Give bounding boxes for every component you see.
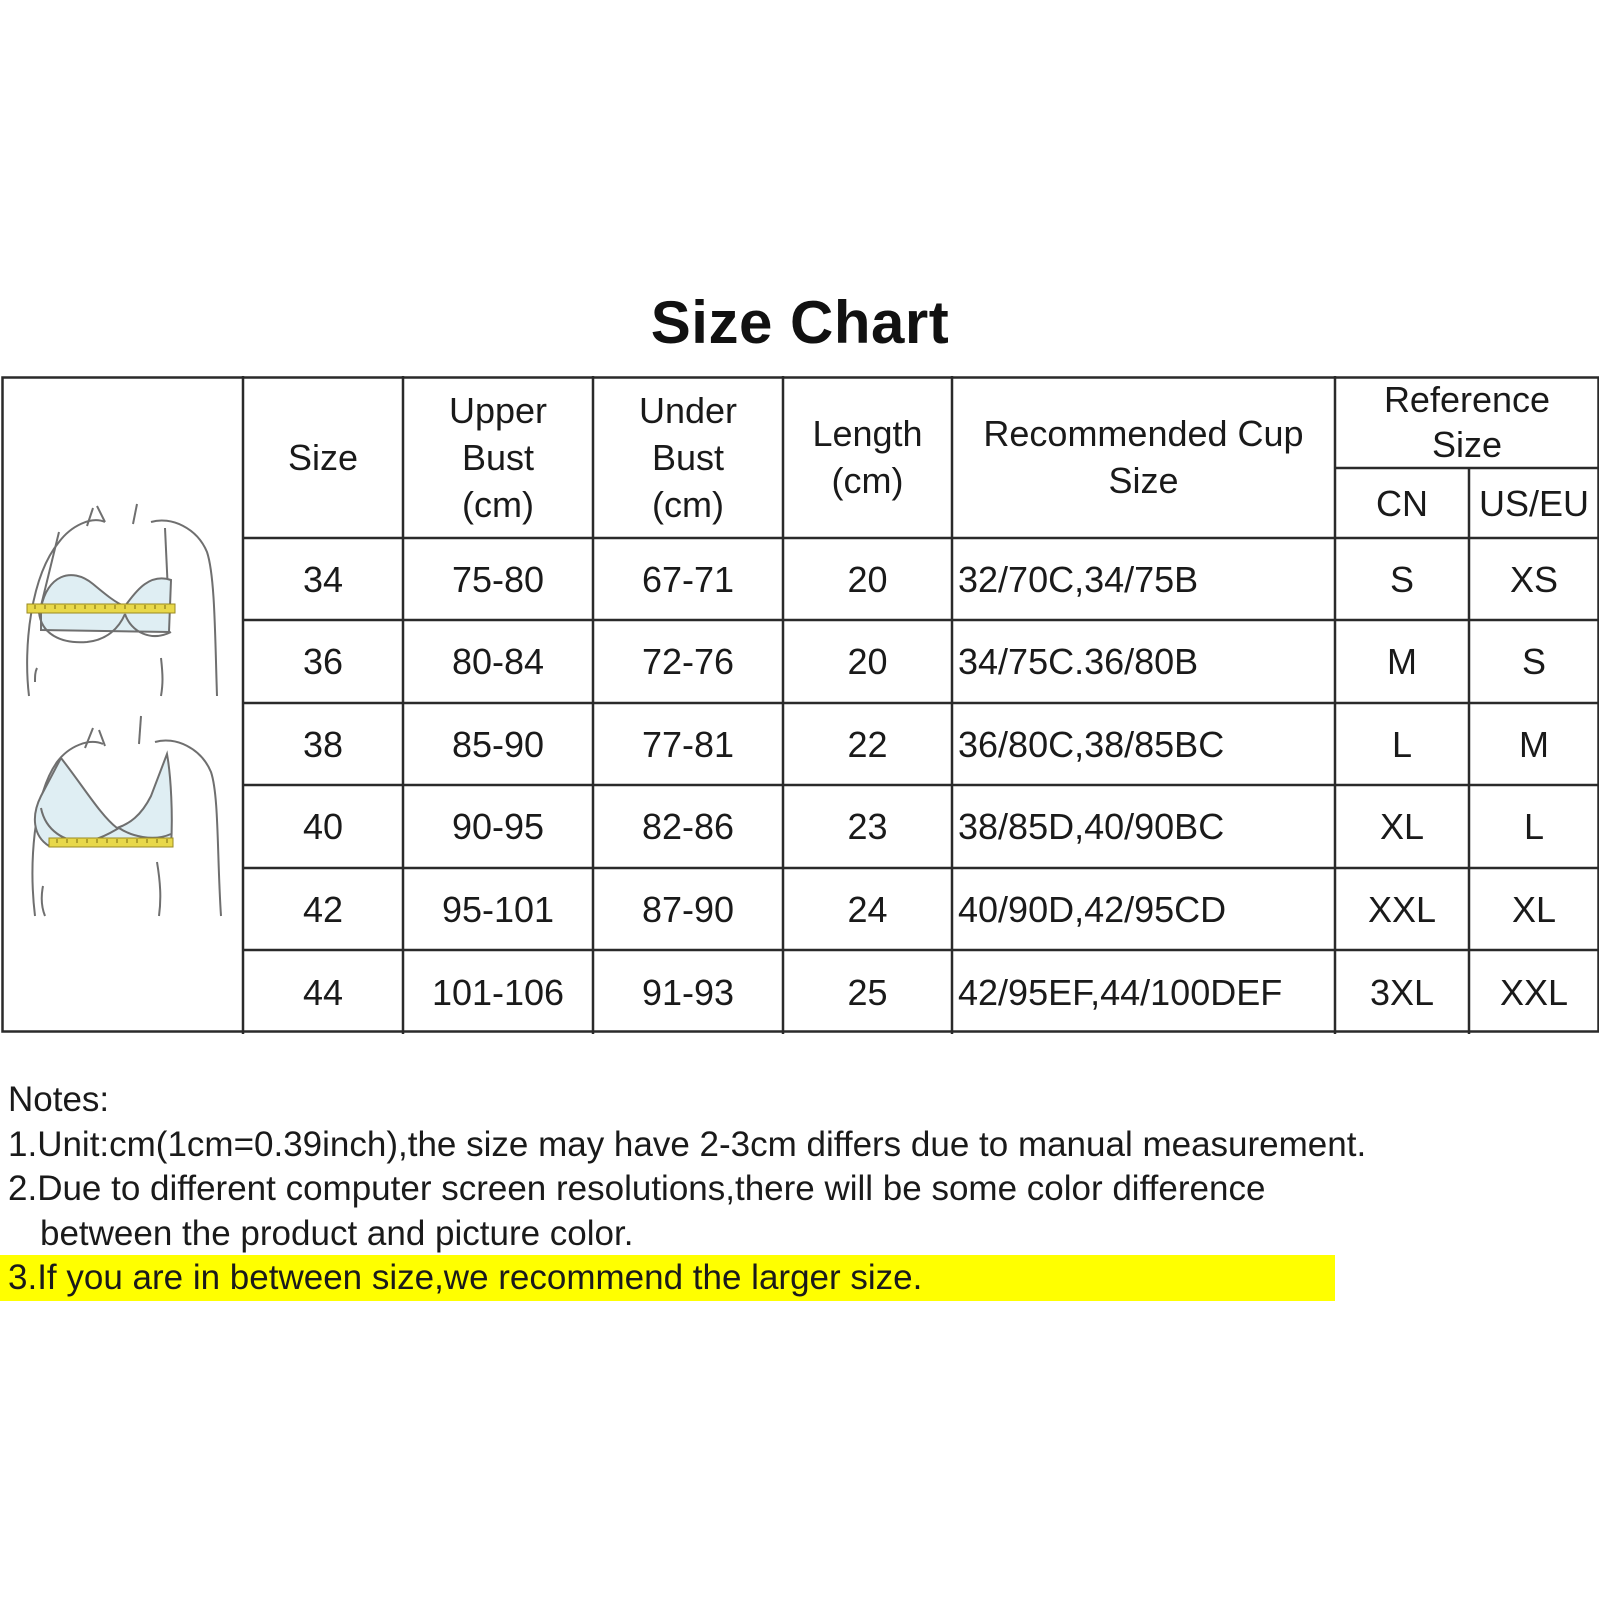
upper-tape-measure	[27, 604, 175, 613]
table-cell-cn: S	[1389, 558, 1414, 600]
table-cell-length: 22	[847, 723, 888, 765]
header-cn: CN	[1376, 482, 1428, 524]
table-cell-upper-bust: 95-101	[441, 888, 555, 930]
table-cell-cup: 36/80C,38/85BC	[958, 723, 1225, 765]
table-cell-cup: 40/90D,42/95CD	[958, 888, 1227, 930]
note-3: 3.If you are in between size,we recommend the larger size.	[8, 1258, 923, 1297]
table-cell-us-eu: M	[1519, 723, 1549, 765]
table-cell-length: 20	[847, 558, 888, 600]
header-size: Size	[287, 436, 359, 478]
table-cell-cup: 38/85D,40/90BC	[958, 806, 1225, 847]
table-cell-length: 20	[847, 641, 888, 682]
table-cell-under-bust: 91-93	[641, 971, 735, 1013]
table-cell-under-bust: 67-71	[641, 558, 735, 600]
table-cell-cup: 42/95EF,44/100DEF	[958, 971, 1283, 1013]
table-cell-size: 40	[302, 806, 344, 847]
table-cell-size: 44	[302, 971, 344, 1013]
table-cell-under-bust: 72-76	[641, 641, 735, 682]
table-cell-cn: XXL	[1367, 888, 1437, 930]
table-cell-upper-bust: 85-90	[451, 723, 545, 765]
table-cell-cup: 32/70C,34/75B	[958, 558, 1199, 600]
table-cell-cn: L	[1391, 723, 1413, 765]
table-cell-length: 24	[847, 888, 888, 930]
table-cell-size: 36	[302, 641, 344, 682]
table-cell-cup: 34/75C.36/80B	[958, 641, 1199, 682]
lower-bra-shape	[35, 754, 172, 846]
table-cell-us-eu: S	[1521, 641, 1546, 682]
measurement-illustration	[1, 376, 243, 1034]
note-1: 1.Unit:cm(1cm=0.39inch),the size may have 2-3cm differs due to manual measurement.	[8, 1124, 1367, 1164]
table-cell-upper-bust: 75-80	[451, 558, 545, 600]
header-recommended-cup-size: Recommended Cup Size	[983, 413, 1304, 501]
table-cell-upper-bust: 80-84	[451, 641, 545, 682]
header-length: Length (cm)	[812, 413, 923, 501]
table-cell-cn: M	[1387, 641, 1417, 682]
table-cell-length: 25	[847, 971, 888, 1013]
header-upper-bust: Upper Bust (cm)	[448, 389, 548, 525]
table-cell-upper-bust: 90-95	[451, 806, 545, 847]
table-cell-us-eu: L	[1523, 806, 1545, 847]
table-cell-size: 34	[302, 558, 344, 600]
size-chart-table	[1, 376, 1599, 1034]
table-cell-us-eu: XL	[1511, 888, 1557, 930]
table-cell-us-eu: XXL	[1499, 971, 1569, 1013]
note-2-continued: between the product and picture color.	[40, 1213, 634, 1253]
notes-section	[8, 1078, 1588, 1256]
page-title: Size Chart	[650, 289, 950, 356]
table-cell-us-eu: XS	[1509, 558, 1559, 600]
header-reference-size: Reference Size	[1383, 379, 1551, 465]
table-cell-under-bust: 77-81	[641, 723, 735, 765]
header-us-eu: US/EU	[1478, 482, 1590, 524]
table-cell-cn: XL	[1379, 806, 1425, 847]
table-cell-cn: 3XL	[1369, 971, 1435, 1013]
table-cell-size: 38	[302, 723, 344, 765]
table-cell-upper-bust: 101-106	[431, 971, 565, 1013]
table-cell-length: 23	[847, 806, 888, 847]
table-cell-size: 42	[302, 888, 344, 930]
table-cell-under-bust: 82-86	[641, 806, 735, 847]
table-cell-under-bust: 87-90	[641, 888, 735, 930]
header-under-bust: Under Bust (cm)	[638, 389, 738, 525]
note-2: 2.Due to different computer screen resolutions,there will be some color difference	[8, 1169, 1266, 1208]
lower-tape-measure	[49, 838, 173, 847]
notes-heading: Notes:	[8, 1080, 110, 1119]
